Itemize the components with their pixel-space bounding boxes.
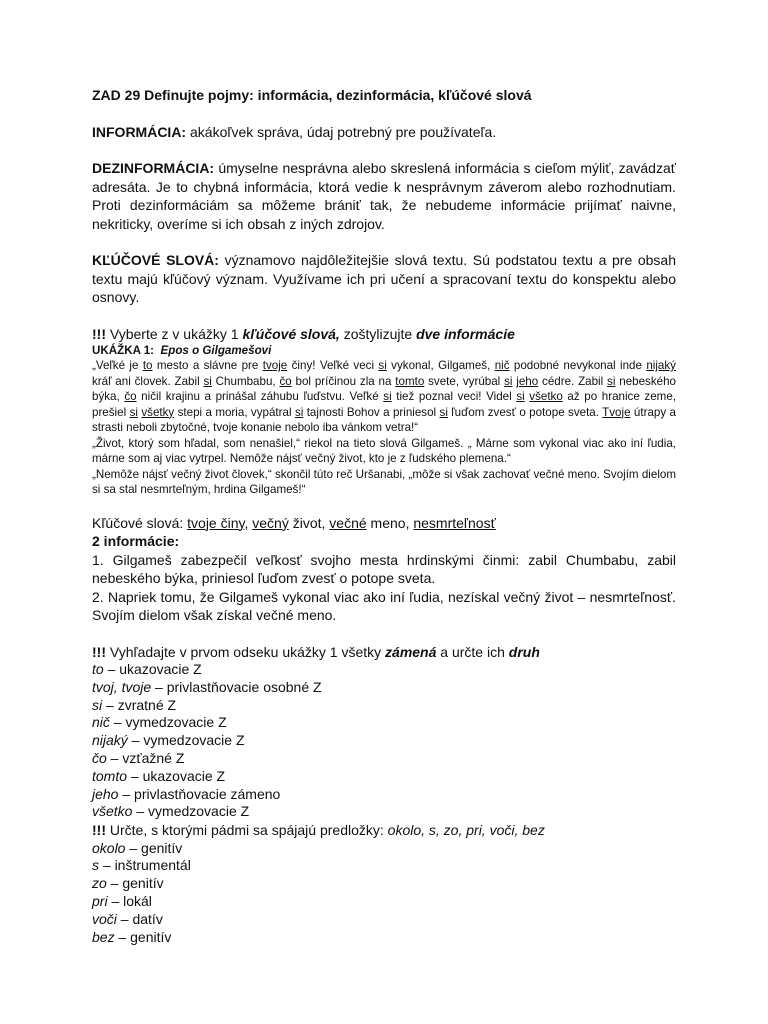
pronoun-item (92, 697, 676, 715)
list-description: – lokál (107, 893, 152, 910)
list-word: voči (92, 910, 117, 927)
excerpt-text: tajnosti Bohov a priniesol (303, 405, 440, 419)
list-word: zo (92, 875, 107, 892)
task-3-instruction (92, 821, 676, 840)
excerpt-text: „Veľké je (92, 359, 143, 372)
excerpt-text: ničil krajinu a prinášal záhubu ľuďstvu. Veľké (136, 390, 384, 403)
term-text: úmyselne nesprávna alebo skreslená informácia s cieľom mýliť, zavádzať adresáta. Je to chybná informácia, ktorá vedie k nesprávnym záverom alebo rozhodnutiam. Proti dezinformáciám sa môžeme brániť tak, že nebudeme informácie prijímať naivne, nekriticky, overíme si ich obsah z iných zdrojov. (92, 160, 676, 232)
list-description: – ukazovacie Z (103, 661, 202, 677)
keywords-label: Kľúčové slová: (92, 514, 184, 531)
excerpt-text: ľuďom zvesť o potope sveta. (447, 405, 603, 419)
definition-dezinformacia (92, 159, 676, 233)
task-1-instruction (92, 325, 676, 344)
list-description: – vymedzovacie Z (132, 803, 250, 820)
preposition-item (92, 893, 676, 911)
keyword-rest: meno, (366, 514, 414, 531)
list-word: bez (92, 928, 115, 945)
pronoun-item (92, 714, 676, 732)
information-item-2: 2. Napriek tomu, že Gilgameš vykonal viac ako iní ľudia, nezískal večný život – nesmrteľnosť. Svojím dielom však získal večné meno. (92, 588, 676, 623)
pronoun-item (92, 661, 676, 679)
instruction-emphasis: zámená (385, 643, 437, 660)
pronoun-item (92, 768, 676, 786)
excerpt-text: stepi a moria, vypátral (174, 405, 295, 419)
list-description: – privlastňovacie osobné Z (151, 678, 322, 695)
underlined-pronoun: si (607, 374, 616, 388)
underlined-pronoun: všetky (141, 405, 175, 419)
excerpt-text: kráľ ani človek. Zabil (92, 374, 204, 388)
preposition-list (92, 840, 676, 947)
list-description: – genitív (106, 875, 164, 892)
excerpt-label: UKÁŽKA 1: (92, 344, 155, 357)
instruction-emphasis: dve informácie (416, 325, 515, 342)
underlined-pronoun: tomto (395, 374, 425, 388)
list-description: – datív (116, 910, 163, 927)
excerpt-text: nebeského býka, (92, 374, 676, 403)
excerpt-text: svete, vyrúbal (424, 374, 505, 388)
exclamation-marks: !!! (92, 822, 106, 839)
excerpt-paragraph-1 (92, 358, 676, 436)
preposition-item (92, 911, 676, 929)
exclamation-marks: !!! (92, 643, 106, 660)
term-label: INFORMÁCIA: (92, 123, 187, 140)
excerpt-text: cédre. Zabil (538, 374, 608, 388)
excerpt-text: podobné nevykonal inde (509, 359, 647, 372)
list-description: – privlastňovacie zámeno (118, 785, 281, 802)
instruction-text: a určte ich (436, 643, 509, 660)
underlined-pronoun: si (203, 374, 212, 388)
excerpt-text: až po hranice zeme, prešiel (92, 390, 676, 419)
underlined-pronoun: si (516, 390, 525, 403)
excerpt-heading (92, 343, 676, 358)
pronoun-item (92, 732, 676, 750)
pronoun-item (92, 803, 676, 821)
preposition-item (92, 840, 676, 858)
underlined-pronoun: si (294, 405, 304, 419)
task-title: ZAD 29 Definujte pojmy: informácia, dezinformácia, kľúčové slová (92, 87, 532, 103)
underlined-pronoun: si (439, 405, 448, 419)
term-text: významovo najdôležitejšie slová textu. Sú podstatou textu a pre obsah textu majú kľúčový význam. Využívame ich pri učení a spracovaní textu do konspektu alebo osnovy. (92, 252, 676, 305)
excerpt-text: Chumbabu, (211, 374, 280, 388)
underlined-pronoun: všetko (529, 390, 563, 403)
underlined-pronoun: čo (124, 390, 137, 403)
list-description: – vymedzovacie Z (127, 732, 245, 749)
list-description: – ukazovacie Z (127, 767, 226, 784)
underlined-pronoun: čo (279, 374, 292, 388)
keywords-line (92, 514, 676, 533)
underlined-pronoun: si (383, 390, 392, 403)
instruction-text: zoštylizujte (339, 325, 417, 342)
information-item-1: 1. Gilgameš zabezpečil veľkosť svojho mesta hrdinskými činmi: zabil Chumbabu, zabil nebeského býka, priniesol ľuďom zvesť o potope sveta. (92, 551, 676, 586)
underlined-pronoun: si (129, 405, 138, 419)
pronoun-list (92, 661, 676, 821)
pronoun-item (92, 750, 676, 768)
instruction-emphasis: druh (508, 643, 540, 660)
term-label: KĽÚČOVÉ SLOVÁ: (92, 252, 219, 268)
excerpt-text: činy! Veľké veci (287, 359, 379, 372)
underlined-pronoun: nijaký (646, 359, 676, 372)
preposition-item (92, 929, 676, 947)
pronoun-item (92, 786, 676, 804)
list-word: tomto (92, 767, 128, 784)
excerpt-paragraph-3: „Nemôže nájsť večný život človek,“ skončil túto reč Uršanabi, „môže si však zachovať večné meno. Svojím dielom si sa stal nesmrteľným, hrdina Gilgameš!“ (92, 467, 676, 496)
list-description: – inštrumentál (99, 857, 191, 874)
keyword: večné (329, 514, 367, 531)
list-word: okolo (92, 839, 126, 856)
definition-klucove-slova (92, 251, 676, 307)
keyword-rest: život, (288, 514, 330, 531)
excerpt-paragraph-2: „Život, ktorý som hľadal, som nenašiel,“ riekol na tieto slová Gilgameš. „ Márne som vykonal viac ako iní ľudia, márne som aj viac vytrpel. Nemôže nájsť večný život, kto je z ľudského plemena.“ (92, 436, 676, 465)
list-word: s (92, 857, 99, 874)
underlined-pronoun: si (504, 374, 513, 388)
keyword: nesmrteľnosť (413, 514, 496, 531)
list-description: – vzťažné Z (106, 749, 185, 766)
underlined-pronoun: tvoje (262, 359, 288, 372)
list-description: – vymedzovacie Z (109, 714, 227, 731)
excerpt-text: tiež poznal veci! Videl (391, 390, 517, 403)
task-2-instruction (92, 643, 676, 662)
excerpt-source: Epos o Gilgamešovi (160, 344, 272, 357)
instruction-text: Vyberte z v ukážky 1 (106, 325, 243, 342)
list-word: nijaký (92, 732, 128, 749)
preposition-item (92, 875, 676, 893)
preposition-item (92, 857, 676, 875)
underlined-pronoun: si (378, 359, 387, 372)
keyword: večný (252, 514, 289, 531)
term-text: akákoľvek správa, údaj potrebný pre používateľa. (186, 123, 497, 140)
document-content (92, 86, 676, 946)
list-description: – genitív (114, 928, 172, 945)
underlined-pronoun: to (142, 359, 153, 372)
underlined-pronoun: jeho (516, 374, 539, 388)
definition-informacia (92, 123, 676, 142)
informations-label: 2 informácie: (92, 533, 180, 549)
list-word: pri (92, 893, 108, 910)
instruction-text: Určte, s ktorými pádmi sa spájajú predložky: (106, 822, 388, 839)
list-description: – zvratné Z (102, 696, 177, 713)
list-word: všetko (92, 803, 133, 820)
instruction-emphasis: okolo, s, zo, pri, voči, bez (387, 822, 545, 839)
excerpt-text: bol príčinou zla na (291, 374, 396, 388)
list-word: si (92, 696, 103, 713)
list-description: – genitív (125, 839, 183, 856)
separator: , (244, 514, 253, 531)
list-word: nič (92, 714, 110, 731)
instruction-emphasis: kľúčové slová, (242, 325, 340, 342)
pronoun-item (92, 679, 676, 697)
underlined-pronoun: nič (494, 359, 510, 372)
instruction-text: Vyhľadajte v prvom odseku ukážky 1 všetky (106, 643, 386, 660)
excerpt-text: vykonal, Gilgameš, (386, 359, 495, 372)
list-word: čo (92, 749, 107, 766)
excerpt-text: mesto a slávne pre (152, 359, 263, 372)
list-word: jeho (92, 785, 119, 802)
term-label: DEZINFORMÁCIA: (92, 160, 215, 176)
list-word: tvoj, tvoje (92, 678, 152, 695)
underlined-pronoun: Tvoje (602, 405, 631, 419)
excerpt-text: útrapy a strasti neboli zbytočné, tvoje konanie nebolo iba vánkom vetra!“ (92, 405, 676, 434)
list-word: to (92, 661, 104, 677)
keyword: tvoje činy (187, 514, 245, 531)
exclamation-marks: !!! (92, 325, 106, 342)
